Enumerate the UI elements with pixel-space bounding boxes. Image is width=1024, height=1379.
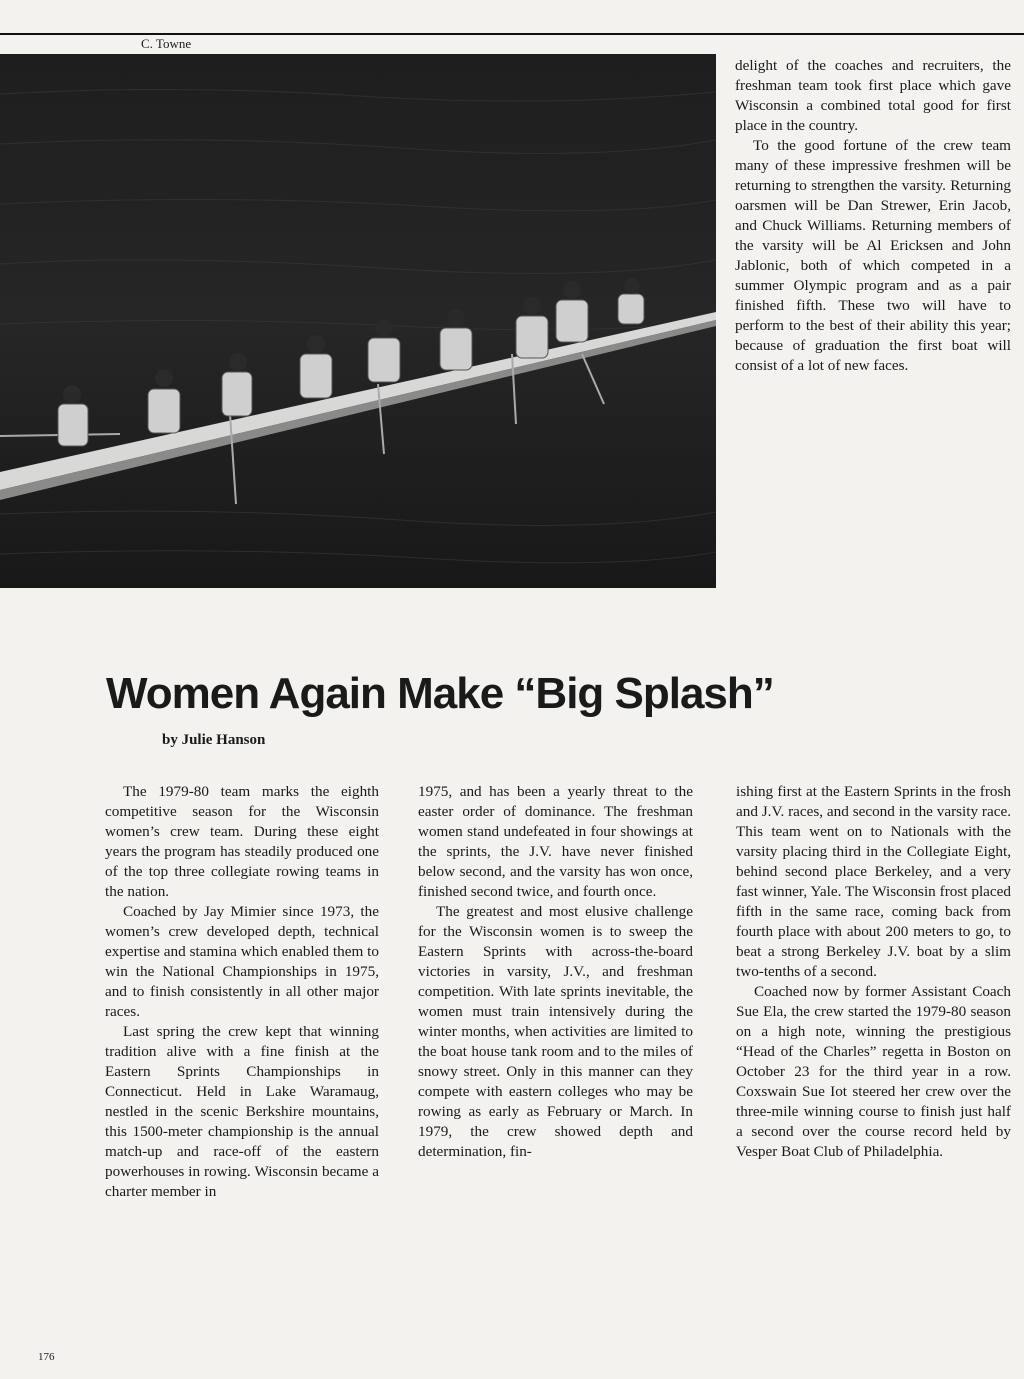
rowing-photo-icon	[0, 54, 716, 588]
paragraph: Coached now by former Assistant Coach Sue Ela, the crew started the 1979-80 season on a high note, winning the prestigious “Head of the Charles” regetta in Boston on October 23 for the third year in a row. Coxswain Sue Iot steered her crew over the three-mile winning course to finish just half a second over the course record held by Vesper Boat Club of Philadelphia.	[736, 983, 1011, 1160]
article-byline: by Julie Hanson	[162, 732, 266, 748]
paragraph: Last spring the crew kept that winning tradition alive with a fine finish at the Eastern Sprints Championships in Connecticut. Held in Lake Waramaug, nestled in the scenic Berkshire mountains, this 1500-meter championship is the annual match-up and race-off of the eastern powerhouses in rowing. Wisconsin became a charter member in	[105, 1023, 379, 1200]
top-rule	[0, 33, 1024, 35]
paragraph: To the good fortune of the crew team many of these impressive freshmen will be returning to strengthen the varsity. Returning oarsmen will be Dan Strewer, Erin Jacob, and Chuck Williams. Returning members of the varsity will be Al Ericksen and John Jablonic, both of which competed in a summer Olympic program and as a pair finished fifth. These two will have to perform to the best of their ability this year; because of graduation the first boat will consist of a lot of new faces.	[735, 137, 1011, 374]
paragraph: 1975, and has been a yearly threat to the easter order of dominance. The freshman women stand undefeated in four showings at the sprints, the J.V. have never finished below second, and the varsity has won once, finished second twice, and fourth once.	[418, 783, 693, 900]
paragraph: The 1979-80 team marks the eighth competitive season for the Wisconsin women’s crew team. During these eight years the program has steadily produced one of the top three collegiate rowing teams in the nation.	[105, 783, 379, 900]
photo-credit: C. Towne	[141, 36, 192, 51]
article-headline: Women Again Make “Big Splash”	[106, 669, 774, 718]
page-number: 176	[38, 1351, 55, 1363]
rowing-crew-photo	[0, 54, 716, 588]
continued-column	[735, 56, 1011, 376]
article-column-2	[418, 782, 693, 1162]
paragraph: The greatest and most elusive challenge for the Wisconsin women is to sweep the Eastern Sprints with across-the-board victories in varsity, J.V., and freshman competition. With late sprints inevitable, the women must train intensively during the winter months, when activities are limited to the boat house tank room and to the miles of snowy street. Only in this manner can they compete with eastern colleges who may be rowing as early as February or March. In 1979, the crew showed depth and determination, fin-	[418, 903, 693, 1160]
paragraph: delight of the coaches and recruiters, the freshman team took first place which gave Wisconsin a combined total good for first place in the country.	[735, 57, 1011, 134]
paragraph: ishing first at the Eastern Sprints in the frosh and J.V. races, and second in the varsity race. This team went on to Nationals with the varsity placing third in the Collegiate Eight, behind second place Berkeley, and a very fast winner, Yale. The Wisconsin frost placed fifth in the same race, coming back from fourth place with about 200 meters to go, to beat a strong Berkeley J.V. boat by a slim two-tenths of a second.	[736, 783, 1011, 980]
paragraph: Coached by Jay Mimier since 1973, the women’s crew developed depth, technical expertise and stamina which enabled them to win the National Championships in 1975, and to finish consistently in all other major races.	[105, 903, 379, 1020]
article-column-3	[736, 782, 1011, 1162]
article-column-1	[105, 782, 379, 1202]
